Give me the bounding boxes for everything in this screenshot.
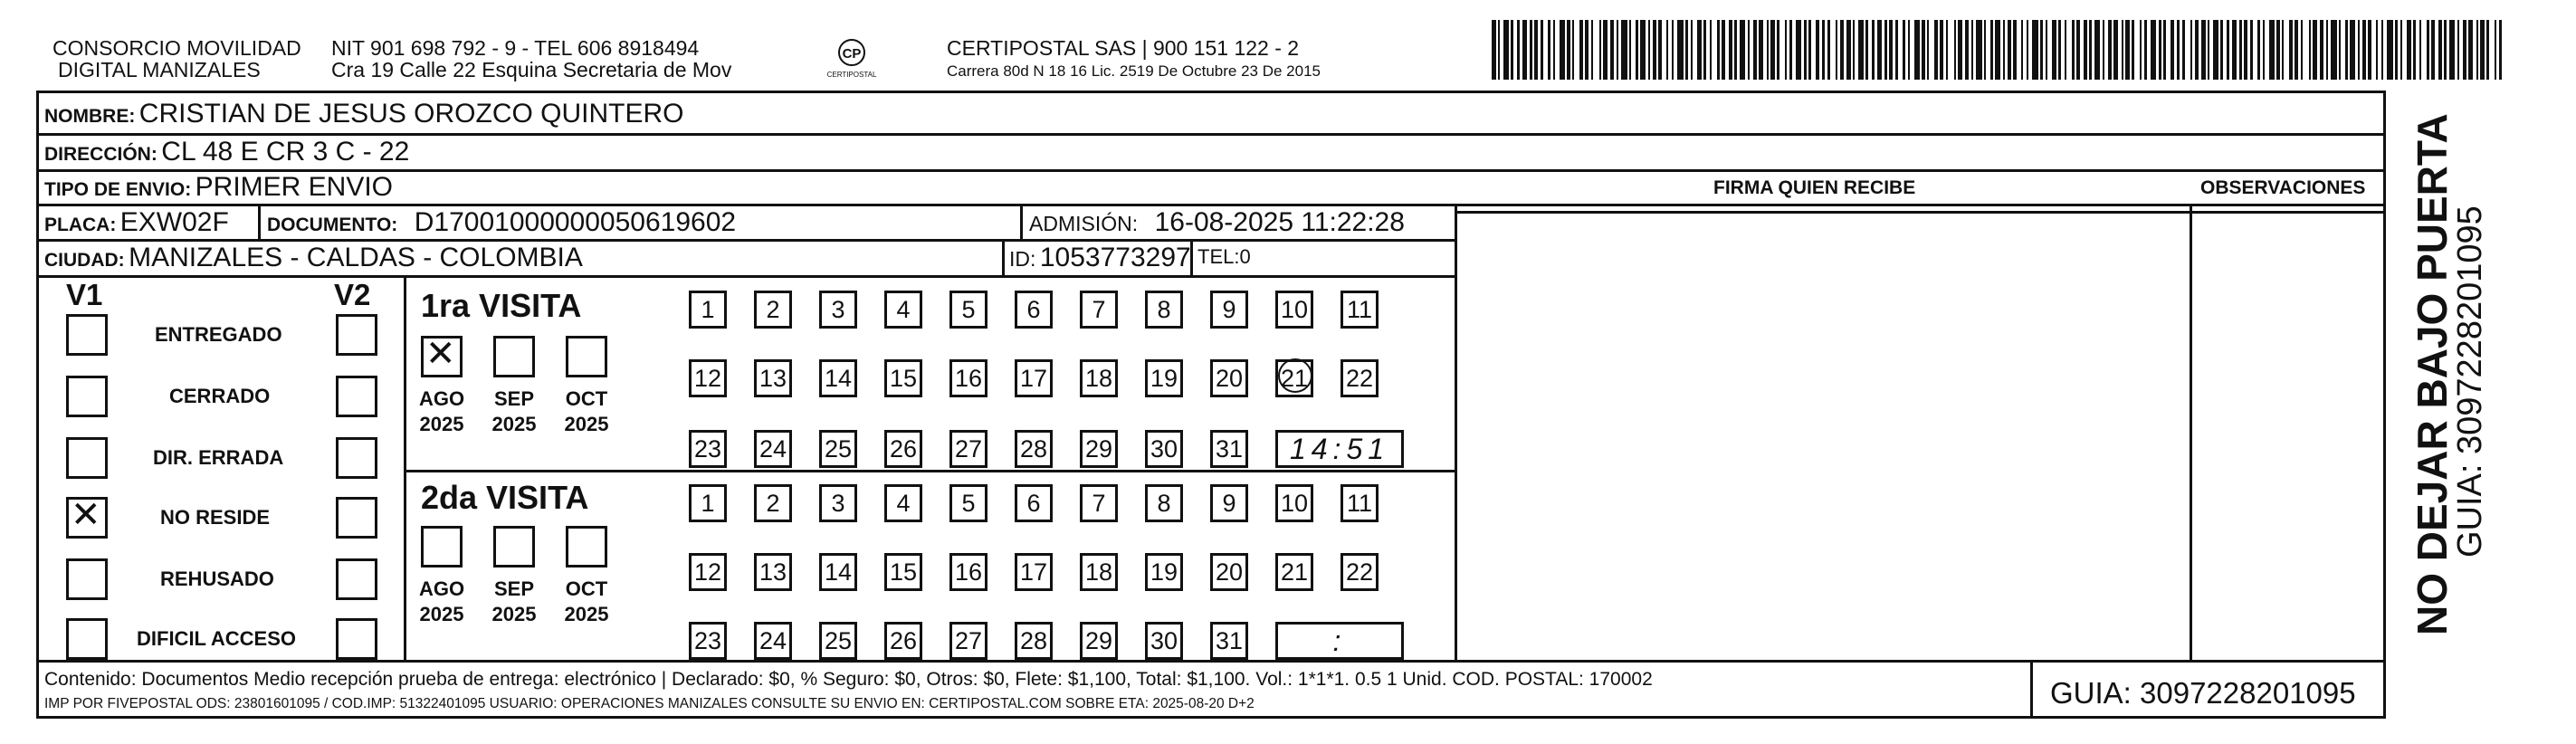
tipo-envio-field xyxy=(44,174,393,201)
day-number: 26 xyxy=(889,434,918,463)
day-number: 21 xyxy=(1280,558,1309,586)
day-number: 29 xyxy=(1084,626,1113,654)
first-visit-month-ago[interactable] xyxy=(421,333,463,377)
v2-header: V2 xyxy=(334,278,371,311)
second-visit-month-sep[interactable] xyxy=(493,526,535,568)
status-label: DIR. ERRADA xyxy=(153,446,284,469)
first-visit-day-4[interactable] xyxy=(884,291,922,329)
day-number: 23 xyxy=(693,626,722,654)
day-number: 7 xyxy=(1092,489,1106,517)
checkmark-x-icon: ✕ xyxy=(425,333,456,375)
day-number: 17 xyxy=(1019,364,1048,392)
day-number: 24 xyxy=(758,434,787,463)
documento-field xyxy=(267,209,736,236)
year-label: 2025 xyxy=(419,413,464,435)
admision-field xyxy=(1029,209,1405,236)
day-number: 25 xyxy=(824,434,853,463)
first-visit-day-24[interactable] xyxy=(754,430,792,468)
v1-checkbox-dificil-acceso[interactable] xyxy=(66,618,108,660)
company-name-line2: DIGITAL MANIZALES xyxy=(58,58,261,81)
first-visit-day-25[interactable] xyxy=(819,430,857,468)
ciudad-value: MANIZALES - CALDAS - COLOMBIA xyxy=(129,243,583,272)
second-visit-day-21[interactable] xyxy=(1275,553,1313,591)
second-visit-day-20[interactable] xyxy=(1210,553,1248,591)
imp-line: IMP POR FIVEPOSTAL ODS: 23801601095 / COD.IMP: 51322401095 USUARIO: OPERACIONES MANIZALES CONSULTE SU ENVIO EN: CERTIPOSTAL.COM SOBRE ETA: 2025-08-20 D+2 xyxy=(44,696,1255,711)
day-number: 6 xyxy=(1026,489,1041,517)
second-visit-day-1[interactable] xyxy=(689,484,727,522)
second-visit-day-8[interactable] xyxy=(1145,484,1183,522)
direccion-value: CL 48 E CR 3 C - 22 xyxy=(161,137,410,167)
day-number: 22 xyxy=(1345,364,1374,392)
day-number: 6 xyxy=(1026,295,1041,323)
second-visit-month-oct[interactable] xyxy=(566,526,607,568)
first-visit-day-22[interactable] xyxy=(1340,359,1379,397)
direccion-field xyxy=(44,138,409,166)
day-number: 14 xyxy=(824,558,853,586)
ciudad-field xyxy=(44,244,583,272)
day-number: 28 xyxy=(1019,626,1048,654)
second-visit-day-7[interactable] xyxy=(1080,484,1118,522)
svg-text:CP: CP xyxy=(842,46,862,62)
first-visit-day-29[interactable] xyxy=(1080,430,1118,468)
contenido-line: Contenido: Documentos Medio recepción prueba de entrega: electrónico | Declarado: $0, % Seguro: $0, Otros: $0, Flete: $1,100, Total: $1,100. Vol.: 1*1*1. 0.5 1 Unid. COD. POSTAL: 170002 xyxy=(44,669,1653,690)
barcode-bar xyxy=(1621,20,1627,80)
second-visit-day-19[interactable] xyxy=(1145,553,1183,591)
first-visit-day-17[interactable] xyxy=(1015,359,1053,397)
second-visit-day-14[interactable] xyxy=(819,553,857,591)
second-visit-day-24[interactable] xyxy=(754,622,792,660)
day-number: 3 xyxy=(831,489,845,517)
id-label: ID: xyxy=(1009,247,1036,271)
first-visit-day-3[interactable] xyxy=(819,291,857,329)
second-visit-day-29[interactable] xyxy=(1080,622,1118,660)
barcode xyxy=(1492,20,2505,80)
day-number: 30 xyxy=(1150,626,1178,654)
day-number: 30 xyxy=(1150,434,1178,463)
day-number: 15 xyxy=(889,558,918,586)
v1-checkbox-dir-errada[interactable] xyxy=(66,437,108,479)
second-visit-day-15[interactable] xyxy=(884,553,922,591)
ciudad-label: CIUDAD: xyxy=(44,250,125,271)
first-visit-day-31[interactable] xyxy=(1210,430,1248,468)
first-visit-day-15[interactable] xyxy=(884,359,922,397)
second-visit-day-12[interactable] xyxy=(689,553,727,591)
month-label: AGO xyxy=(418,387,465,410)
second-visit-day-6[interactable] xyxy=(1015,484,1053,522)
day-number: 13 xyxy=(758,364,787,392)
tel-field xyxy=(1197,247,1251,267)
v1-checkbox-no-reside[interactable] xyxy=(66,494,108,539)
address-line: Cra 19 Calle 22 Esquina Secretaria de Mov xyxy=(331,58,732,81)
admision-label: ADMISIÓN: xyxy=(1029,212,1139,235)
nombre-label: NOMBRE: xyxy=(44,106,136,127)
first-visit-day-20[interactable] xyxy=(1210,359,1248,397)
day-number: 14 xyxy=(824,364,853,392)
carrier-line: CERTIPOSTAL SAS | 900 151 122 - 2 xyxy=(947,36,1300,60)
status-label: NO RESIDE xyxy=(160,506,271,529)
day-number: 20 xyxy=(1215,558,1244,586)
day-number: 4 xyxy=(896,489,911,517)
barcode-bar xyxy=(1593,20,1599,80)
day-number: 31 xyxy=(1215,626,1244,654)
direccion-label: DIRECCIÓN: xyxy=(44,144,157,165)
day-number: 11 xyxy=(1346,489,1373,517)
second-visit-day-2[interactable] xyxy=(754,484,792,522)
day-number: 19 xyxy=(1150,364,1178,392)
first-visit-day-7[interactable] xyxy=(1080,291,1118,329)
second-visit-day-5[interactable] xyxy=(949,484,987,522)
second-visit-day-27[interactable] xyxy=(949,622,987,660)
second-visit-day-18[interactable] xyxy=(1080,553,1118,591)
guia-footer: GUIA: 3097228201095 xyxy=(2050,676,2356,710)
first-visit-day-30[interactable] xyxy=(1145,430,1183,468)
day-number: 2 xyxy=(766,295,780,323)
barcode-bar xyxy=(2032,20,2038,80)
day-number: 4 xyxy=(896,295,911,323)
v2-checkbox-entregado[interactable] xyxy=(336,314,377,356)
tipo-envio-label: TIPO DE ENVIO: xyxy=(44,179,192,200)
barcode-bar xyxy=(2331,20,2337,80)
day-number: 23 xyxy=(693,434,722,463)
certipostal-logo xyxy=(820,36,883,85)
second-visit-day-13[interactable] xyxy=(754,553,792,591)
first-visit-day-12[interactable] xyxy=(689,359,727,397)
first-visit-day-9[interactable] xyxy=(1210,291,1248,329)
first-visit-day-21[interactable] xyxy=(1275,359,1313,397)
second-visit-day-26[interactable] xyxy=(884,622,922,660)
day-number: 8 xyxy=(1157,295,1171,323)
day-number: 15 xyxy=(889,364,918,392)
documento-label: DOCUMENTO: xyxy=(267,215,398,235)
time-value: : xyxy=(1332,624,1347,657)
admision-value: 16-08-2025 11:22:28 xyxy=(1154,207,1405,237)
first-visit-day-11[interactable] xyxy=(1340,291,1379,329)
v2-checkbox-dir-errada[interactable] xyxy=(336,437,377,479)
first-visit-day-5[interactable] xyxy=(949,291,987,329)
month-label: SEP xyxy=(493,577,535,600)
barcode-bar xyxy=(1948,20,1954,80)
day-number: 18 xyxy=(1084,558,1113,586)
v1-checkbox-cerrado[interactable] xyxy=(66,376,108,417)
side-guia: GUIA: 3097228201095 xyxy=(2451,205,2489,558)
second-visit-day-3[interactable] xyxy=(819,484,857,522)
second-visit-day-9[interactable] xyxy=(1210,484,1248,522)
second-visit-day-10[interactable] xyxy=(1275,484,1313,522)
year-label: 2025 xyxy=(564,603,609,625)
day-number: 16 xyxy=(954,558,983,586)
day-number: 1 xyxy=(701,489,715,517)
tel-value: 0 xyxy=(1239,245,1251,268)
day-number: 12 xyxy=(693,364,722,392)
first-visit-time-field[interactable] xyxy=(1275,430,1404,468)
second-visit-time-field[interactable] xyxy=(1275,622,1404,660)
day-number: 18 xyxy=(1084,364,1113,392)
status-label: ENTREGADO xyxy=(155,323,282,346)
first-visit-month-oct[interactable] xyxy=(566,336,607,377)
day-number: 10 xyxy=(1280,489,1309,517)
second-visit-day-31[interactable] xyxy=(1210,622,1248,660)
status-label: CERRADO xyxy=(169,385,271,407)
second-visit-day-4[interactable] xyxy=(884,484,922,522)
v1-checkbox-rehusado[interactable] xyxy=(66,558,108,600)
delivery-form xyxy=(36,91,2386,719)
day-number: 9 xyxy=(1222,295,1236,323)
first-visit-day-16[interactable] xyxy=(949,359,987,397)
day-number: 2 xyxy=(766,489,780,517)
year-label: 2025 xyxy=(491,413,537,435)
company-name-line1: CONSORCIO MOVILIDAD xyxy=(52,36,301,60)
day-number: 10 xyxy=(1280,295,1309,323)
v2-checkbox-dificil-acceso[interactable] xyxy=(336,618,377,660)
barcode-bar xyxy=(2303,20,2309,80)
first-visit-day-8[interactable] xyxy=(1145,291,1183,329)
day-number: 17 xyxy=(1019,558,1048,586)
year-label: 2025 xyxy=(491,603,537,625)
day-number: 5 xyxy=(961,489,976,517)
day-number: 27 xyxy=(954,626,983,654)
day-number: 21 xyxy=(1280,364,1309,392)
first-visit-day-2[interactable] xyxy=(754,291,792,329)
day-number: 22 xyxy=(1345,558,1374,586)
first-visit-day-14[interactable] xyxy=(819,359,857,397)
month-label: AGO xyxy=(418,577,465,600)
v1-header: V1 xyxy=(66,278,103,311)
day-number: 7 xyxy=(1092,295,1106,323)
month-label: OCT xyxy=(565,577,608,600)
placa-field xyxy=(44,209,229,236)
first-visit-day-19[interactable] xyxy=(1145,359,1183,397)
year-label: 2025 xyxy=(564,413,609,435)
day-number: 26 xyxy=(889,626,918,654)
second-visit-day-17[interactable] xyxy=(1015,553,1053,591)
barcode-bar xyxy=(2387,20,2393,80)
second-visit-month-ago[interactable] xyxy=(421,526,463,568)
nombre-field xyxy=(44,100,684,128)
documento-value: D17001000000050619602 xyxy=(414,207,737,237)
day-number: 28 xyxy=(1019,434,1048,463)
first-visit-day-28[interactable] xyxy=(1015,430,1053,468)
barcode-bar xyxy=(1677,20,1684,80)
day-number: 9 xyxy=(1222,489,1236,517)
day-number: 13 xyxy=(758,558,787,586)
day-number: 27 xyxy=(954,434,983,463)
day-number: 20 xyxy=(1215,364,1244,392)
day-number: 12 xyxy=(693,558,722,586)
time-value: 14:51 xyxy=(1289,432,1390,465)
day-number: 1 xyxy=(701,295,715,323)
status-label: REHUSADO xyxy=(160,568,274,590)
v2-checkbox-cerrado[interactable] xyxy=(336,376,377,417)
first-visit-day-27[interactable] xyxy=(949,430,987,468)
v2-checkbox-no-reside[interactable] xyxy=(336,497,377,539)
side-warning: NO DEJAR BAJO PUERTA xyxy=(2409,113,2456,635)
first-visit-day-13[interactable] xyxy=(754,359,792,397)
day-number: 29 xyxy=(1084,434,1113,463)
second-visit-day-22[interactable] xyxy=(1340,553,1379,591)
barcode-bar xyxy=(2499,20,2502,80)
status-label: DIFICIL ACCESO xyxy=(137,627,297,650)
day-number: 31 xyxy=(1215,434,1244,463)
day-number: 25 xyxy=(824,626,853,654)
year-label: 2025 xyxy=(419,603,464,625)
circle-mark-icon xyxy=(1278,358,1312,393)
observaciones-header: OBSERVACIONES xyxy=(2200,177,2366,198)
placa-label: PLACA: xyxy=(44,215,117,235)
id-field xyxy=(1009,244,1191,272)
second-visit-day-11[interactable] xyxy=(1340,484,1379,522)
first-visit-day-18[interactable] xyxy=(1080,359,1118,397)
second-visit-title: 2da VISITA xyxy=(421,479,589,516)
second-visit-day-23[interactable] xyxy=(689,622,727,660)
checkmark-x-icon: ✕ xyxy=(71,494,101,536)
second-visit-day-30[interactable] xyxy=(1145,622,1183,660)
logo-text: CERTIPOSTAL xyxy=(826,71,877,79)
day-number: 3 xyxy=(831,295,845,323)
day-number: 5 xyxy=(961,295,976,323)
first-visit-day-1[interactable] xyxy=(689,291,727,329)
month-label: SEP xyxy=(493,387,535,410)
nit-line: NIT 901 698 792 - 9 - TEL 606 8918494 xyxy=(331,36,700,60)
firma-header: FIRMA QUIEN RECIBE xyxy=(1713,177,1916,198)
second-visit-day-28[interactable] xyxy=(1015,622,1053,660)
day-number: 11 xyxy=(1346,295,1373,323)
day-number: 8 xyxy=(1157,489,1171,517)
first-visit-day-23[interactable] xyxy=(689,430,727,468)
second-visit-day-16[interactable] xyxy=(949,553,987,591)
v2-checkbox-rehusado[interactable] xyxy=(336,558,377,600)
first-visit-day-26[interactable] xyxy=(884,430,922,468)
first-visit-title: 1ra VISITA xyxy=(421,287,582,324)
id-value: 1053773297 xyxy=(1039,243,1191,272)
first-visit-day-6[interactable] xyxy=(1015,291,1053,329)
day-number: 16 xyxy=(954,364,983,392)
day-number: 24 xyxy=(758,626,787,654)
tipo-envio-value: PRIMER ENVIO xyxy=(195,172,394,202)
nombre-value: CRISTIAN DE JESUS OROZCO QUINTERO xyxy=(138,99,684,129)
day-number: 19 xyxy=(1150,558,1178,586)
month-label: OCT xyxy=(565,387,608,410)
barcode-bar xyxy=(1976,20,1982,80)
tel-label: TEL: xyxy=(1197,245,1240,268)
first-visit-day-10[interactable] xyxy=(1275,291,1313,329)
placa-value: EXW02F xyxy=(119,207,229,237)
v1-checkbox-entregado[interactable] xyxy=(66,314,108,356)
second-visit-day-25[interactable] xyxy=(819,622,857,660)
carrier-license-line: Carrera 80d N 18 16 Lic. 2519 De Octubre 23 De 2015 xyxy=(947,62,1321,80)
first-visit-month-sep[interactable] xyxy=(493,336,535,377)
